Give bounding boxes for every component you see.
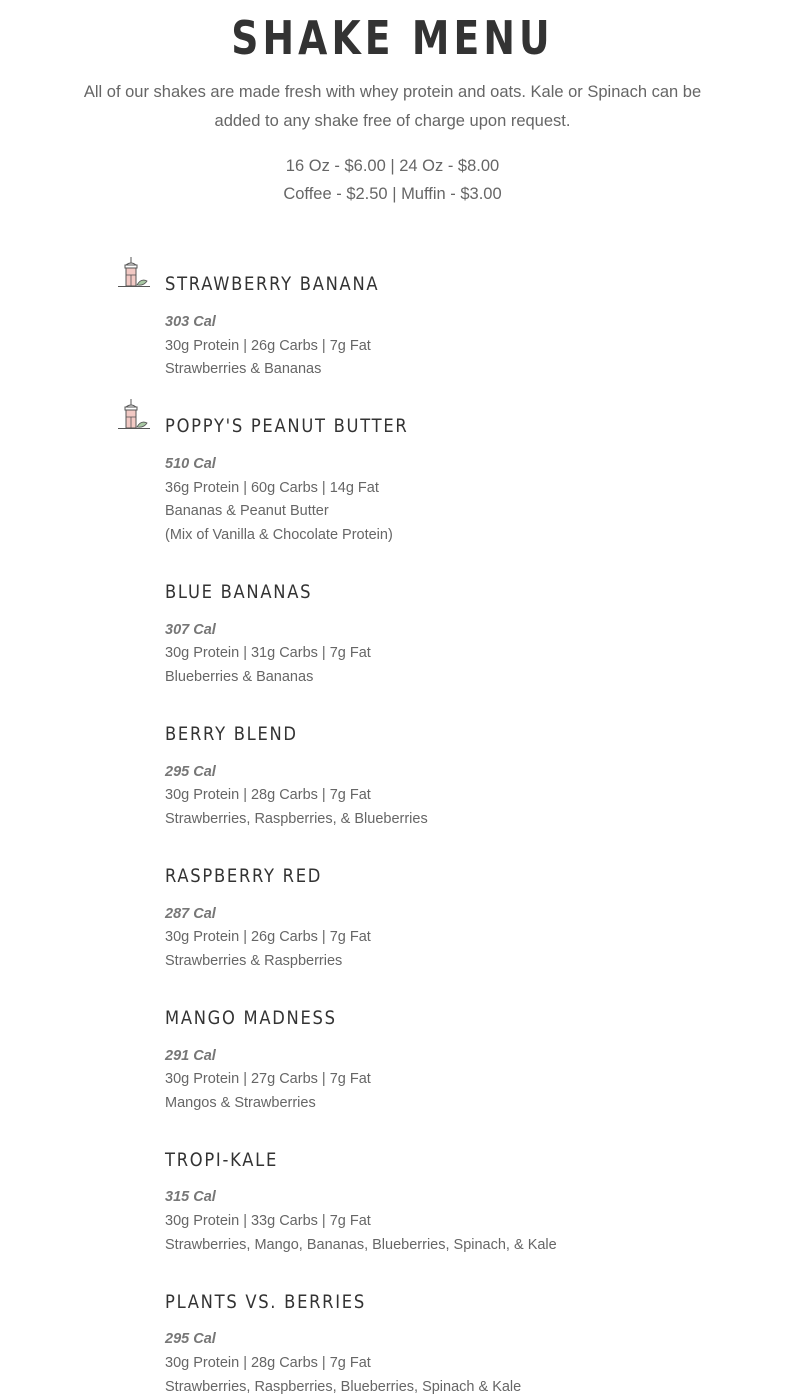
- item-macros: 36g Protein | 60g Carbs | 14g Fat: [165, 480, 379, 496]
- item-name: BLUE BANANAS: [165, 581, 313, 603]
- item-ingredients: Strawberries, Raspberries, Blueberries, Spinach & Kale: [165, 1379, 522, 1395]
- item-calories: 510 Cal: [165, 456, 216, 472]
- item-name: RASPBERRY RED: [165, 865, 323, 887]
- item-name: POPPY'S PEANUT BUTTER: [165, 415, 409, 437]
- item-ingredients: Blueberries & Bananas: [165, 669, 314, 685]
- item-calories: 295 Cal: [165, 764, 216, 780]
- item-name: MANGO MADNESS: [165, 1007, 337, 1029]
- item-ingredients: Mangos & Strawberries: [165, 1095, 316, 1111]
- item-macros: 30g Protein | 31g Carbs | 7g Fat: [165, 645, 371, 661]
- item-name: BERRY BLEND: [165, 723, 298, 745]
- item-name: PLANTS VS. BERRIES: [165, 1291, 366, 1313]
- item-calories: 295 Cal: [165, 1331, 216, 1347]
- item-name: TROPI-KALE: [165, 1149, 279, 1171]
- item-macros: 30g Protein | 26g Carbs | 7g Fat: [165, 929, 371, 945]
- smoothie-cup-icon: [117, 256, 151, 290]
- item-name: STRAWBERRY BANANA: [165, 273, 380, 295]
- pricing-extras: Coffee - $2.50 | Muffin - $3.00: [283, 185, 502, 203]
- item-calories: 303 Cal: [165, 314, 216, 330]
- smoothie-cup-icon: [117, 398, 151, 432]
- item-macros: 30g Protein | 27g Carbs | 7g Fat: [165, 1071, 371, 1087]
- item-macros: 30g Protein | 33g Carbs | 7g Fat: [165, 1213, 371, 1229]
- item-macros: 30g Protein | 26g Carbs | 7g Fat: [165, 338, 371, 354]
- item-ingredients: Bananas & Peanut Butter: [165, 503, 329, 519]
- item-note: (Mix of Vanilla & Chocolate Protein): [165, 527, 393, 543]
- pricing-sizes: 16 Oz - $6.00 | 24 Oz - $8.00: [285, 157, 500, 175]
- item-calories: 315 Cal: [165, 1189, 216, 1205]
- item-calories: 291 Cal: [165, 1048, 216, 1064]
- page-title: SHAKE MENU: [231, 11, 554, 65]
- item-calories: 287 Cal: [165, 906, 216, 922]
- item-ingredients: Strawberries & Raspberries: [165, 953, 343, 969]
- item-macros: 30g Protein | 28g Carbs | 7g Fat: [165, 1355, 371, 1371]
- item-ingredients: Strawberries, Raspberries, & Blueberries: [165, 811, 428, 827]
- item-macros: 30g Protein | 28g Carbs | 7g Fat: [165, 787, 371, 803]
- item-ingredients: Strawberries, Mango, Bananas, Blueberries, Spinach, & Kale: [165, 1237, 557, 1253]
- intro-text: All of our shakes are made fresh with whey protein and oats. Kale or Spinach can be added to any shake free of charge upon request.: [83, 83, 702, 130]
- pricing-info: [0, 152, 785, 208]
- item-ingredients: Strawberries & Bananas: [165, 361, 322, 377]
- item-calories: 307 Cal: [165, 622, 216, 638]
